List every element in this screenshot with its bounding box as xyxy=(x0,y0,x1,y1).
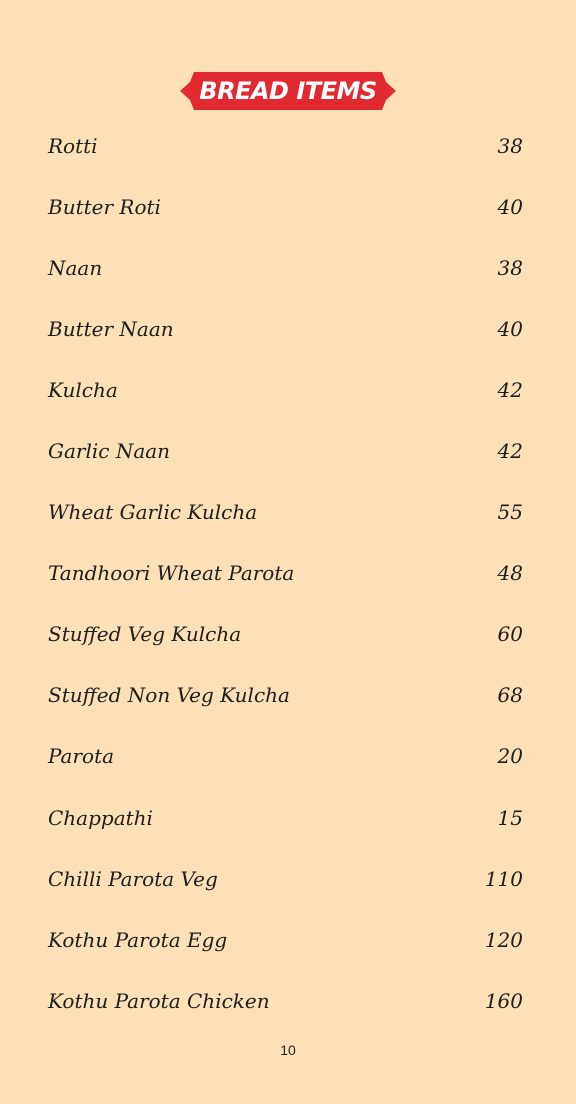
menu-item xyxy=(48,726,523,787)
item-price: 40 xyxy=(497,316,523,341)
item-price: 20 xyxy=(497,744,523,769)
item-price: 42 xyxy=(497,439,523,464)
menu-item xyxy=(48,420,523,481)
item-name: Tandhoori Wheat Parota xyxy=(48,561,295,586)
item-name: Stuffed Veg Kulcha xyxy=(48,622,242,647)
item-name: Rotti xyxy=(48,133,98,158)
menu-item xyxy=(48,848,523,909)
item-price: 110 xyxy=(484,866,523,891)
item-price: 160 xyxy=(484,988,523,1013)
item-price: 60 xyxy=(497,622,523,647)
item-name: Kulcha xyxy=(48,377,118,402)
item-price: 68 xyxy=(497,683,523,708)
menu-item xyxy=(48,359,523,420)
page-number: 10 xyxy=(280,1042,296,1058)
item-name: Kothu Parota Egg xyxy=(48,927,228,952)
menu-item xyxy=(48,115,523,176)
item-price: 42 xyxy=(497,377,523,402)
item-name: Parota xyxy=(48,744,115,769)
item-name: Garlic Naan xyxy=(48,439,171,464)
item-name: Kothu Parota Chicken xyxy=(48,988,270,1013)
menu-item xyxy=(48,909,523,970)
menu-list xyxy=(48,115,523,1031)
menu-item xyxy=(48,237,523,298)
item-price: 120 xyxy=(484,927,523,952)
section-header xyxy=(0,72,576,110)
menu-item xyxy=(48,970,523,1031)
menu-item xyxy=(48,665,523,726)
menu-item xyxy=(48,604,523,665)
item-name: Naan xyxy=(48,255,103,280)
section-title: BREAD ITEMS xyxy=(199,77,377,105)
item-name: Butter Naan xyxy=(48,316,174,341)
menu-item xyxy=(48,787,523,848)
item-price: 38 xyxy=(497,255,523,280)
menu-item xyxy=(48,543,523,604)
item-price: 15 xyxy=(497,805,523,830)
menu-item xyxy=(48,482,523,543)
item-name: Butter Roti xyxy=(48,194,161,219)
item-price: 55 xyxy=(497,500,523,525)
item-price: 38 xyxy=(497,133,523,158)
menu-item xyxy=(48,298,523,359)
menu-item xyxy=(48,176,523,237)
item-name: Chilli Parota Veg xyxy=(48,866,218,891)
item-name: Wheat Garlic Kulcha xyxy=(48,500,258,525)
item-name: Chappathi xyxy=(48,805,153,830)
item-price: 48 xyxy=(497,561,523,586)
item-price: 40 xyxy=(497,194,523,219)
item-name: Stuffed Non Veg Kulcha xyxy=(48,683,290,708)
title-banner xyxy=(180,72,396,110)
